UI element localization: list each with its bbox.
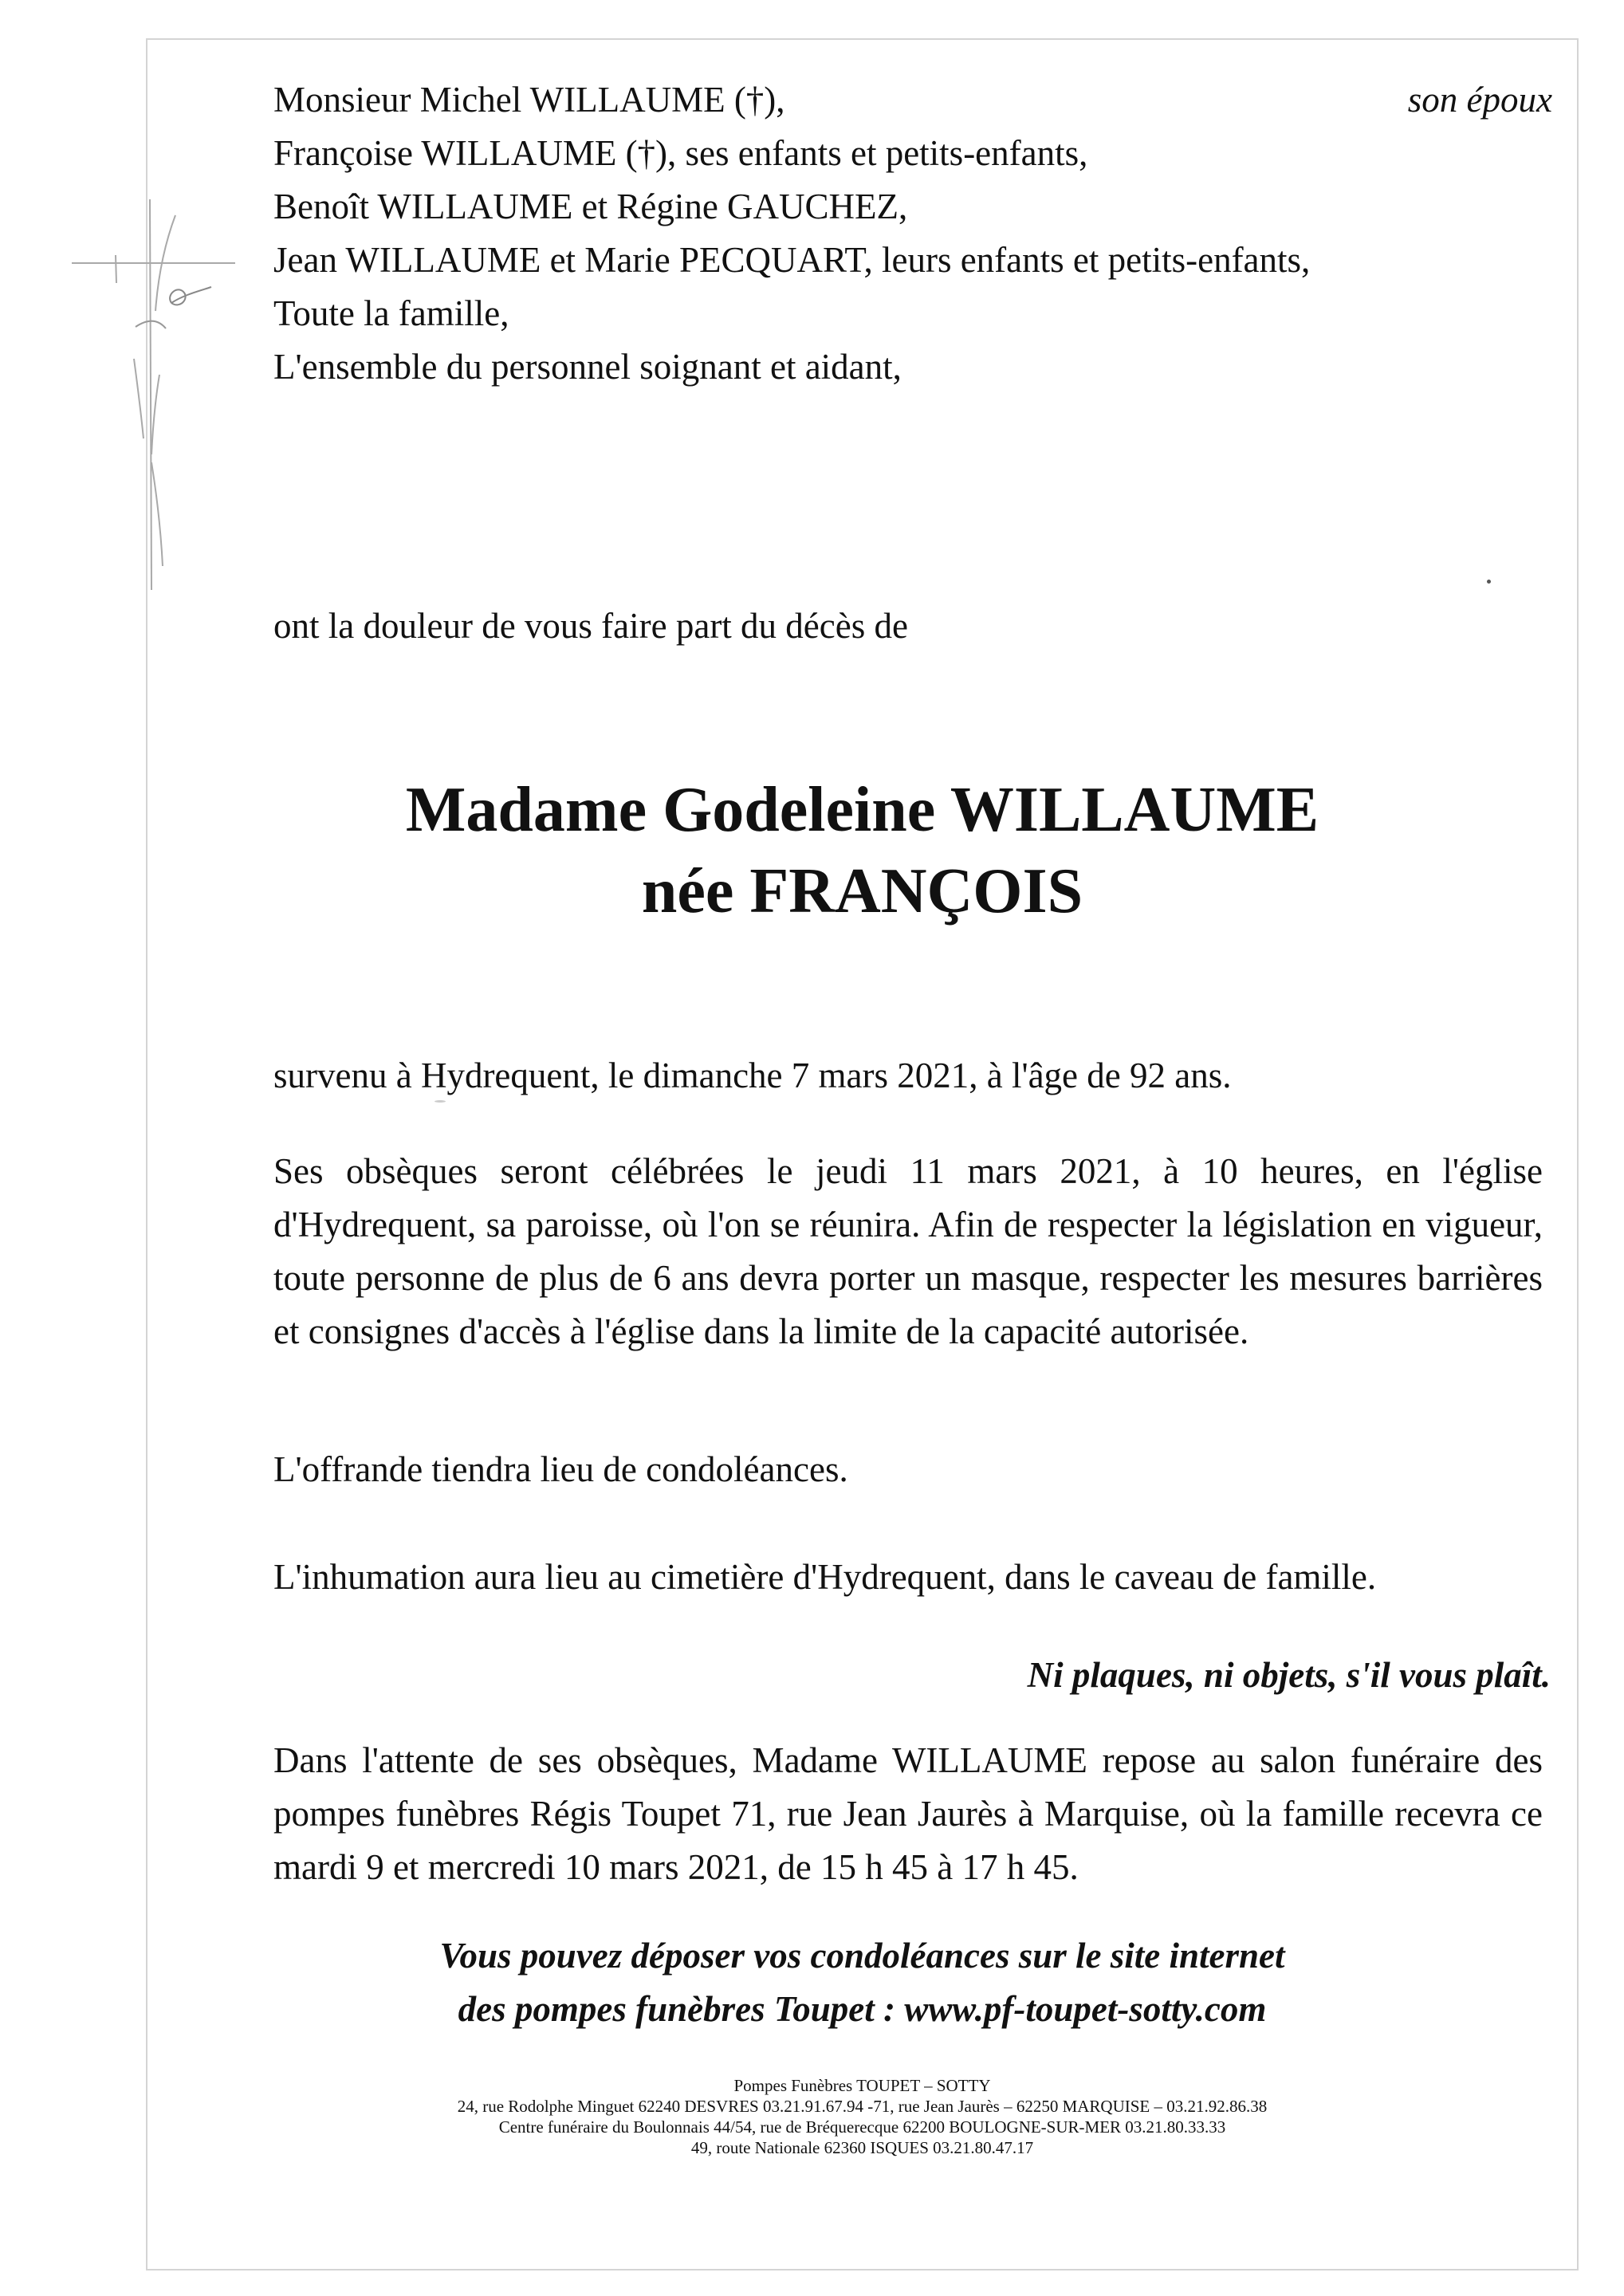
scan-speck	[435, 1100, 446, 1103]
online-condolences-line-1: Vous pouvez déposer vos condoléances sur le site internet	[439, 1936, 1285, 1976]
spouse-role-label: son époux	[1407, 80, 1552, 120]
family-line-daughter: Françoise WILLAUME (†), ses enfants et petits-enfants,	[273, 133, 1088, 173]
footer-address-boulogne: Centre funéraire du Boulonnais 44/54, rue de Bréquerecque 62200 BOULOGNE-SUR-MER 03.21.80.33.33	[498, 2117, 1226, 2137]
funeral-home-footer	[146, 2075, 1579, 2158]
scan-speck	[1487, 580, 1491, 584]
footer-address-isques: 49, route Nationale 62360 ISQUES 03.21.80.47.17	[690, 2138, 1034, 2157]
ceremony-paragraph: Ses obsèques seront célébrées le jeudi 11 mars 2021, à 10 heures, en l'église d'Hydrequent, sa paroisse, où l'on se réunira. Afin de respecter la législation en vigueur, toute personne de plus de 6 ans devra porter un masque, respecter les mesures barrières et consignes d'accès à l'église dans la limite de la capacité autorisée.	[273, 1151, 1543, 1351]
cross-flower-icon	[64, 199, 271, 598]
deceased-name: Madame Godeleine WILLAUME	[405, 775, 1319, 845]
family-line-son-jean: Jean WILLAUME et Marie PECQUART, leurs enfants et petits-enfants,	[273, 240, 1311, 280]
online-condolences-line-2: des pompes funèbres Toupet : www.pf-toupet-sotty.com	[458, 1989, 1267, 2029]
deceased-maiden-name: née FRANÇOIS	[641, 856, 1083, 926]
death-notice: survenu à Hydrequent, le dimanche 7 mars 2021, à l'âge de 92 ans.	[273, 1056, 1232, 1095]
family-line-son-benoit: Benoît WILLAUME et Régine GAUCHEZ,	[273, 187, 908, 226]
intro-text: ont la douleur de vous faire part du décès de	[273, 606, 908, 646]
family-line-whole-family: Toute la famille,	[273, 293, 509, 333]
family-list	[273, 73, 1549, 394]
family-line-spouse: Monsieur Michel WILLAUME (†),	[273, 80, 785, 120]
family-line-care-staff: L'ensemble du personnel soignant et aidant,	[273, 347, 902, 387]
repose-paragraph: Dans l'attente de ses obsèques, Madame WILLAUME repose au salon funéraire des pompes funèbres Régis Toupet 71, rue Jean Jaurès à Marquise, où la famille recevra ce mardi 9 et mercredi 10 mars 2021, de 15 h 45 à 17 h 45.	[273, 1740, 1543, 1887]
no-flowers-note: Ni plaques, ni objets, s'il vous plaît.	[1027, 1655, 1551, 1695]
online-condolences	[146, 1929, 1579, 2036]
footer-address-desvres-marquise: 24, rue Rodolphe Minguet 62240 DESVRES 03.21.91.67.94 -71, rue Jean Jaurès – 62250 MARQUISE – 03.21.92.86.38	[457, 2097, 1268, 2116]
footer-company: Pompes Funèbres TOUPET – SOTTY	[733, 2076, 991, 2095]
burial-note: L'inhumation aura lieu au cimetière d'Hydrequent, dans le caveau de famille.	[273, 1557, 1377, 1597]
offering-note: L'offrande tiendra lieu de condoléances.	[273, 1449, 848, 1489]
